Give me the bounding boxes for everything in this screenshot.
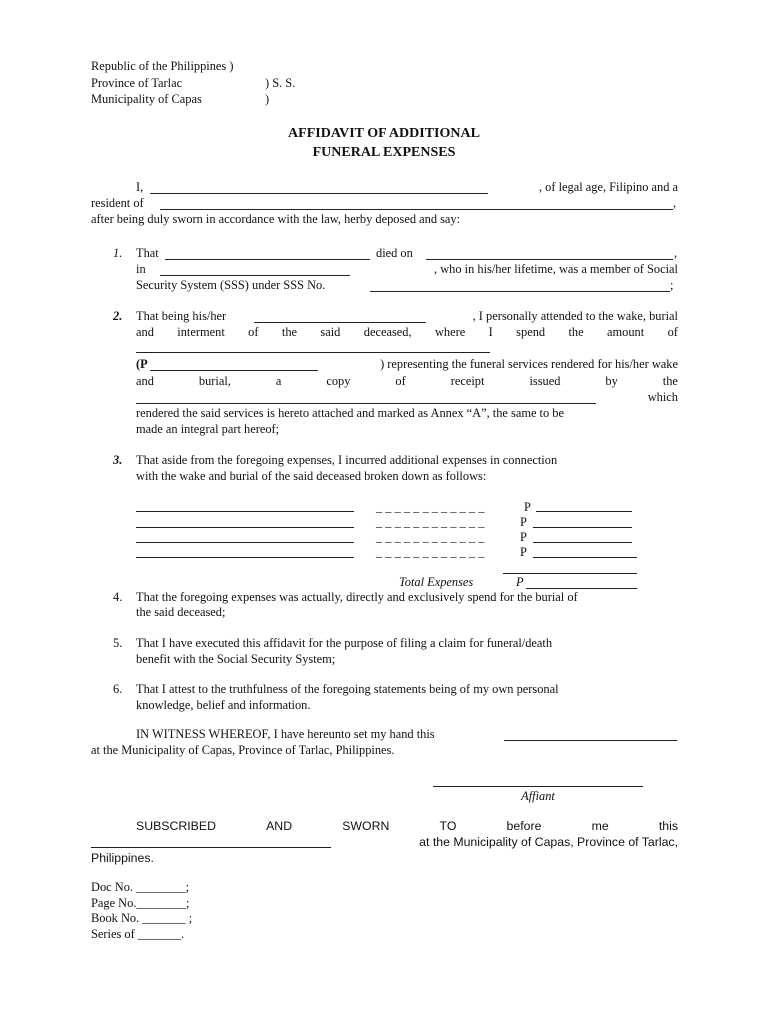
witness-line1: IN WITNESS WHEREOF, I have hereunto set my hand this [136, 727, 435, 741]
intro-comma: , [673, 196, 677, 210]
witness-date-blank[interactable] [504, 740, 677, 741]
venue-republic: Republic of the Philippines ) [91, 59, 234, 73]
word: where [434, 325, 466, 339]
jurat-line2: at the Municipality of Capas, Province of Tarlac, [419, 835, 678, 849]
item2-number: 2. [113, 309, 123, 323]
intro-i: I, [136, 180, 144, 194]
word: and [136, 325, 154, 339]
expense-dashes: _ _ _ _ _ _ _ _ _ _ _ _ [376, 515, 485, 529]
affiant-label: Affiant [521, 789, 555, 803]
expense-dashes: _ _ _ _ _ _ _ _ _ _ _ _ [376, 500, 485, 514]
death-date-blank[interactable] [426, 259, 673, 260]
item3-number: 3. [113, 453, 123, 467]
word: I [488, 325, 493, 339]
venue-paren: ) [265, 92, 270, 106]
word: receipt [450, 374, 485, 388]
expense-amount-blank[interactable] [533, 542, 632, 543]
total-peso: P [516, 575, 524, 589]
document-subtitle: FUNERAL EXPENSES [312, 145, 456, 160]
affiant-name-blank[interactable] [150, 193, 488, 194]
word: by [605, 374, 618, 388]
word: the [568, 325, 584, 339]
book-no: Book No. _______ ; [91, 911, 193, 925]
word: me [591, 819, 609, 833]
item6-line2: knowledge, belief and information. [136, 698, 311, 712]
item4-line2: the said deceased; [136, 605, 226, 619]
venue-ss: ) S. S. [265, 76, 296, 90]
expense-amount-blank[interactable] [536, 511, 632, 512]
word: burial, [198, 374, 231, 388]
word: amount [607, 325, 645, 339]
word: the [281, 325, 298, 339]
word: SWORN [342, 819, 390, 833]
funeral-parlor-blank[interactable] [136, 403, 596, 404]
total-expenses-label: Total Expenses [399, 575, 474, 589]
item3-line1: That aside from the foregoing expenses, I incurred additional expenses in connection [136, 453, 558, 467]
item4-number: 4. [113, 590, 123, 604]
item2-peso-open: (P [136, 357, 148, 371]
expense-peso: P [524, 500, 531, 514]
expense-amount-blank[interactable] [533, 557, 637, 558]
word: interment [177, 325, 225, 339]
jurat-line3: Philippines. [91, 851, 154, 865]
item3-line2: with the wake and burial of the said deceased broken down as follows: [136, 469, 487, 483]
expense-dashes: _ _ _ _ _ _ _ _ _ _ _ _ [376, 530, 485, 544]
expense-peso: P [520, 530, 527, 544]
total-rule [503, 573, 637, 574]
expense-peso: P [520, 515, 527, 529]
total-amount-blank[interactable] [526, 588, 637, 589]
expense-item-blank[interactable] [136, 542, 354, 543]
death-place-blank[interactable] [160, 275, 350, 276]
word: deceased, [363, 325, 412, 339]
venue-province: Province of Tarlac [91, 76, 183, 90]
item1-died: died on [376, 246, 413, 260]
jurat-line1 [136, 819, 678, 834]
intro-legal-age: , of legal age, Filipino and a [538, 180, 678, 194]
item5-line1: That I have executed this affidavit for the purpose of filing a claim for funeral/death [136, 636, 553, 650]
document-title: AFFIDAVIT OF ADDITIONAL [288, 126, 480, 141]
affiant-signature-line[interactable] [433, 786, 643, 787]
relationship-blank[interactable] [254, 322, 426, 323]
word: this [658, 819, 678, 833]
item5-line2: benefit with the Social Security System; [136, 652, 336, 666]
item6-line1: That I attest to the truthfulness of the foregoing statements being of my own personal [136, 682, 559, 696]
intro-sworn: after being duly sworn in accordance with the law, herby deposed and say: [91, 212, 461, 226]
expense-dashes: _ _ _ _ _ _ _ _ _ _ _ _ [376, 545, 485, 559]
amount-words-blank[interactable] [136, 352, 490, 353]
word: of [395, 374, 406, 388]
item2-justified-line-2 [136, 374, 678, 389]
word: issued [529, 374, 561, 388]
deceased-name-blank[interactable] [165, 259, 370, 260]
item2-representing: ) representing the funeral services rendered for his/her wake [380, 357, 678, 371]
residence-blank[interactable] [160, 209, 673, 210]
expense-item-blank[interactable] [136, 527, 354, 528]
word: the [662, 374, 678, 388]
amount-figure-blank[interactable] [150, 370, 318, 371]
intro-resident: resident of [91, 196, 144, 210]
item1-comma: , [674, 246, 678, 260]
item2-attended: , I personally attended to the wake, burial [472, 309, 678, 323]
word: a [275, 374, 282, 388]
item6-number: 6. [113, 682, 123, 696]
word: before [506, 819, 542, 833]
doc-no: Doc No. ________; [91, 880, 190, 894]
word: copy [326, 374, 351, 388]
expense-amount-blank[interactable] [533, 527, 632, 528]
word: and [136, 374, 154, 388]
expense-item-blank[interactable] [136, 511, 354, 512]
word: AND [266, 819, 293, 833]
witness-line2: at the Municipality of Capas, Province of Tarlac, Philippines. [91, 743, 395, 757]
item2-which: which [647, 390, 678, 404]
venue-municipality: Municipality of Capas [91, 92, 202, 106]
item5-number: 5. [113, 636, 123, 650]
word: spend [516, 325, 546, 339]
item1-member: , who in his/her lifetime, was a member of Social [434, 262, 678, 276]
page-no: Page No.________; [91, 896, 190, 910]
word: of [667, 325, 678, 339]
item2-rendered: rendered the said services is hereto attached and marked as Annex “A”, the same to be [136, 406, 564, 420]
item1-in: in [136, 262, 146, 276]
item4-line1: That the foregoing expenses was actually, directly and exclusively spend for the burial of [136, 590, 578, 604]
sss-number-blank[interactable] [370, 291, 670, 292]
word: SUBSCRIBED [136, 819, 216, 833]
item1-semicolon: ; [670, 278, 674, 292]
expense-peso: P [520, 545, 527, 559]
item2-integral: made an integral part hereof; [136, 422, 280, 436]
word: said [320, 325, 341, 339]
word: of [248, 325, 259, 339]
item2-justified-line [136, 325, 678, 340]
jurat-date-blank[interactable] [91, 847, 331, 848]
item2-being: That being his/her [136, 309, 227, 323]
word: TO [439, 819, 457, 833]
expense-item-blank[interactable] [136, 557, 354, 558]
series-of: Series of _______. [91, 927, 185, 941]
item1-sss: Security System (SSS) under SSS No. [136, 278, 326, 292]
item1-number: 1. [113, 246, 123, 260]
item1-that: That [136, 246, 159, 260]
